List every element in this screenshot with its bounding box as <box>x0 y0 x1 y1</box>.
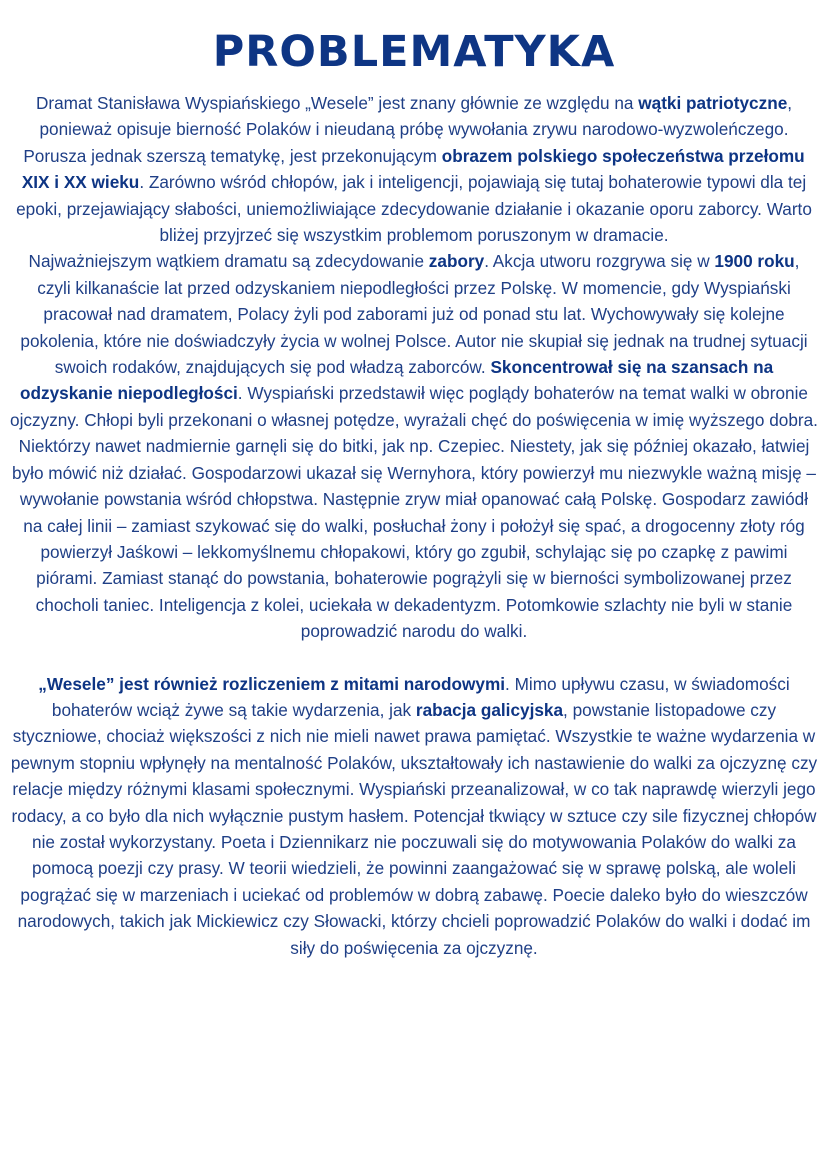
bold-phrase: 1900 roku <box>714 251 795 272</box>
bold-phrase: Skoncentrował się na szansach na odzyskanie niepodległości <box>20 357 774 404</box>
text-segment: , powstanie listopadowe czy styczniowe, chociaż większości z nich nie mieli nawet prawa pamiętać. Wszystkie te ważne wydarzenia w pewnym stopniu wpłynęły na mentalność Polaków, ukształtowały ich nastawienie do walki za ojczyznę czy relacje między różnymi klasami społecznymi. Wyspiański przeanalizował, w co tak naprawdę wierzyli jego rodacy, a co było dla nich wyłącznie pustym hasłem. Potencjał tkwiący w sztuce czy sile fizycznej chłopów nie został wykorzystany. Poeta i Dziennikarz nie poczuwali się do motywowania Polaków do walki za pomocą poezji czy prasy. W teorii wiedzieli, że powinni zaangażować się w sprawę polską, ale woleli pogrążać się w marzeniach i uciekać od problemów w dobrą zabawę. Poecie daleko było do wieszczów narodowych, takich jak Mickiewicz czy Słowacki, którzy chcieli poprowadzić Polaków do walki i dodać im siły do poświęcenia za ojczyznę. <box>10 699 818 958</box>
bold-phrase: wątki patriotyczne <box>638 93 788 113</box>
text-segment: Dramat Stanisława Wyspiańskiego „Wesele” jest znany głównie ze względu na <box>35 93 639 113</box>
paragraph-spacer <box>10 645 818 671</box>
bold-phrase: „Wesele” jest również rozliczeniem z mitami narodowymi <box>38 673 506 694</box>
paragraph-intro <box>10 90 818 248</box>
paragraph-zabory <box>10 248 818 644</box>
text-segment: . Zarówno wśród chłopów, jak i inteligencji, pojawiają się tutaj bohaterowie typowi dla tej epoki, przejawiający słabości, uniemożliwiające zdecydowanie działanie i okazanie oporu zaborcy. Warto bliżej przyjrzeć się wszystkim problemom poruszonym w dramacie. <box>16 172 812 246</box>
text-segment: . Mimo upływu czasu, w świadomości bohaterów wciąż żywe są takie wydarzenia, jak <box>51 673 790 720</box>
bold-phrase: rabacja galicyjska <box>415 699 564 720</box>
text-segment: , ponieważ opisuje bierność Polaków i nieudaną próbę wywołania zrywu narodowo-wyzwoleńczego. Porusza jednak szerszą tematykę, jest przekonującym <box>23 93 793 166</box>
page-title: PROBLEMATYKA <box>212 27 616 77</box>
bold-phrase: obrazem polskiego społeczeństwa przełomu XIX i XX wieku <box>21 145 805 193</box>
paragraph-mity <box>10 671 818 961</box>
text-segment: . Akcja utworu rozgrywa się w <box>484 251 715 272</box>
bold-phrase: zabory <box>428 251 485 272</box>
text-segment: , czyli kilkanaście lat przed odzyskaniem niepodległości przez Polskę. W momencie, gdy Wyspiański pracował nad dramatem, Polacy żyli pod zaborami już od ponad stu lat. Wychowywały się kolejne pokolenia, które nie doświadczyły życia w wolnej Polsce. Autor nie skupiał się jednak na trudnej sytuacji swoich rodaków, znajdujących się pod władzą zaborców. <box>20 251 808 378</box>
text-segment: Najważniejszym wątkiem dramatu są zdecydowanie <box>28 251 429 272</box>
text-segment: . Wyspiański przedstawił więc poglądy bohaterów na temat walki w obronie ojczyzny. Chłopi byli przekonani o własnej potędze, wyrażali chęć do poświęcenia w imię wyższego dobra. Niektórzy nawet nadmiernie garnęli się do bitki, jak np. Czepiec. Niestety, jak się później okazało, łatwiej było mówić niż działać. Gospodarzowi ukazał się Wernyhora, który powierzył mu niezwykle ważną misję – wywołanie powstania wśród chłopstwa. Następnie zryw miał opanować całą Polskę. Gospodarz zawiódł na całej linii – zamiast szykować się do walki, posłuchał żony i położył się spać, a drogocenny złoty róg powierzył Jaśkowi – lekkomyślnemu chłopakowi, który go zgubił, schylając się po czapkę z pawimi piórami. Zamiast stanąć do powstania, bohaterowie pogrążyli się w bierności symbolizowanej przez chocholi taniec. Inteligencja z kolei, uciekała w dekadentyzm. Potomkowie szlachty nie byli w stanie poprowadzić narodu do walki. <box>10 383 818 642</box>
